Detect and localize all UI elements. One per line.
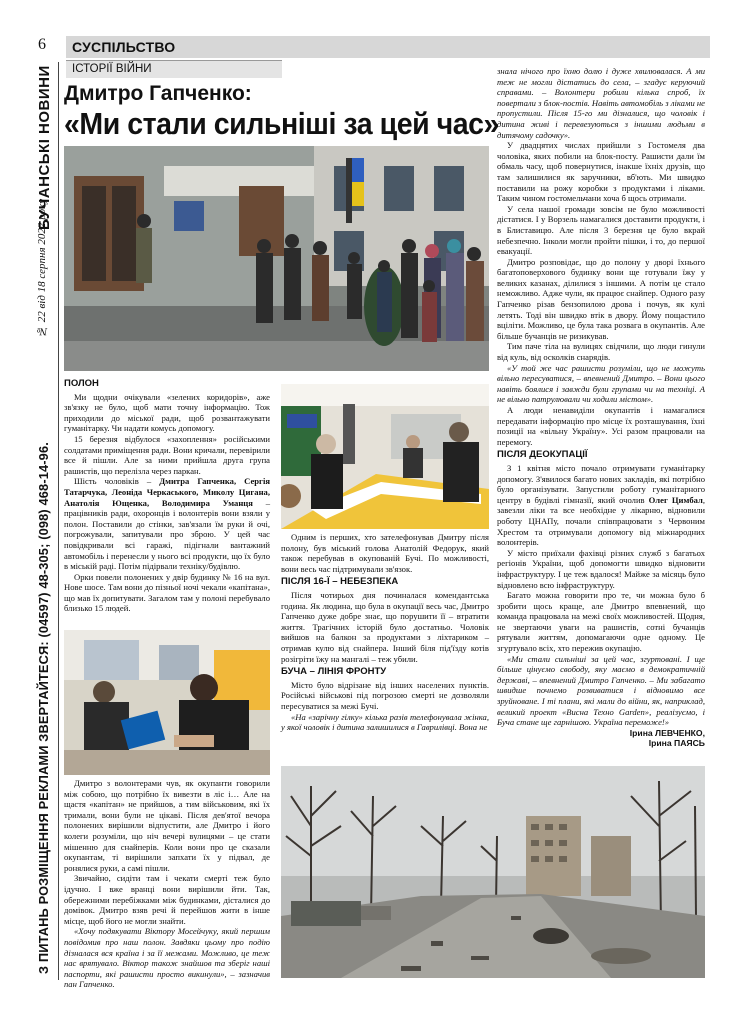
paragraph: Орки повели полонених у двір будинку № 16 на вул. Нове шосе. Там вони до пізньої ночі чекали «капітана», що мав їх допитувати. Загалом там у полоні перебувало близько 15 людей. bbox=[64, 571, 270, 614]
quote-paragraph: «Хочу подякувати Віктору Мосейчуку, який першим повідомив про наш полон. Завдяки цьому про подію дізналася вся країна і за її межами. Можливо, це теж нас врятувало. Віктор також знайшов та зберіг наші паспорти, які рашисти просто викинули», – зазначив пан Гапченко. bbox=[64, 926, 270, 990]
subheading-bucha-frontline: БУЧА – ЛІНІЯ ФРОНТУ bbox=[281, 666, 387, 678]
captives-names: Дмитра Гапченка, Сергія Татарчука, Леоніда Черкаського, Миколу Цигана, Анатолія Ющенка, Володимира Уманця bbox=[64, 476, 270, 508]
person-name: Олег Цимбал bbox=[648, 494, 703, 505]
column-3 bbox=[497, 66, 705, 764]
column-1-bottom bbox=[64, 778, 270, 990]
paragraph: Звичайно, сидіти там і чекати смерті теж було ідучно. І вже вранці вони вирішили йти. Так, обережними перебіжками між будинками, дісталися до домівок. Дмитро взяв речі й перейшов жити в інше місце, щоб його не могли знайти. bbox=[64, 873, 270, 926]
article-kicker: Дмитро Гапченко: bbox=[64, 82, 252, 105]
section-title: СУСПІЛЬСТВО bbox=[72, 39, 176, 55]
column-2 bbox=[281, 532, 489, 762]
ad-contact-banner: З ПИТАНЬ РОЗМІЩЕННЯ РЕКЛАМИ ЗВЕРТАЙТЕСЯ: (04597) 48-305; (098) 468-14-96. bbox=[36, 442, 51, 974]
issue-info: № 22 від 18 серпня 2022 року bbox=[36, 198, 48, 338]
paragraph: У місто приїхали фахівці різних служб з багатьох регіонів України, щоб допомогти швидко відновити інфраструктуру. І це теж вдалося! Майже за місяць було відновлено всю інфраструктуру. bbox=[497, 547, 705, 590]
subheading-after-16: ПІСЛЯ 16-Ї – НЕБЕЗПЕКА bbox=[281, 576, 399, 588]
rubric-label: ІСТОРІЇ ВІЙНИ bbox=[72, 63, 152, 75]
paragraph: Дмитро розповідає, що до полону у дворі їхнього багатоповерхового будинку вони ще готували їжу у великих казанах, ділилися з іншими. А потім це стало неможливо. Адже чули, як працює снайпер. Одного разу Гапченко різав бензопилою дрова і почув, як кулі летять. Тоді він швидко втік в двору. Йому пощастило вціліти. Можливо, це була така розвага в окупантів. Але більше бучанців не ризикував. bbox=[497, 256, 705, 341]
quote-paragraph: «Ми стали сильніші за цей час, згуртовані. І ще більше цінуємо свободу, яку маємо в демократичній державі, – впевнений Дмитро Гапченко. – Ми забагато швидше почнемо розвиватися і відновимо все зруйноване. І ті плани, які мали до війни, як, наприклад, великий проект «Висна Техно Garden», реалізуємо, і Буча стане ще гарнішою. Україна переможе!» bbox=[497, 653, 705, 728]
column-1-top bbox=[64, 376, 270, 626]
paragraph: Місто було відрізане від інших населених пунктів. Російські військові під погрозою смерті не дозволяли пересуватися за межі Бучі. bbox=[281, 679, 489, 711]
photo-group-outside-building bbox=[64, 146, 489, 371]
photo-destroyed-street bbox=[281, 766, 705, 978]
paragraph: 15 березня відбулося «захоплення» російськими солдатами приміщення ради. Вони кричали, перевірили все й пішли. Але за ними прийшла друга група рашистів, що перелізла через паркан. bbox=[64, 433, 270, 476]
photo-volunteers-at-table bbox=[281, 384, 489, 529]
paragraph: Одним із перших, хто зателефонував Дмитру після полону, був міський голова Анатолій Федорук, який також перебував в окупованій Бучі. По можливості, вони весь час підтримували зв'язок. bbox=[281, 532, 489, 574]
paragraph: У села нашої громади зовсім не було можливості дістатися. І у Ворзель намагалися доставити продукти, і в Блиставицю. Але після 3 березня це було вкрай небезпечно. Інколи могли пройти пішки, і то, до першої евакуації. bbox=[497, 203, 705, 257]
paragraph: Після чотирьох дня починалася комендантська година. Як людина, що була в окупації весь час, Дмитро Гапченко дуже добре знає, що порушити її – втратити життя. Трагічних історій було достатньо. Чоловік вийшов на балкон за продуктами з ліхтариком – отримав кулю від снайпера. Інший біля під'їзду котів розігріти їжу на мангалі – теж убили. bbox=[281, 589, 489, 664]
section-header bbox=[66, 36, 710, 58]
subheading-polon: ПОЛОН bbox=[64, 378, 99, 389]
author-signature-2: Ірина ПАЯСЬ bbox=[648, 738, 705, 749]
paragraph: А люди ненавиділи окупантів і намагалися передавати інформацію про місце їх розташування, їхні позиції на «вільну Україну». Усі разом працювали на перемогу. bbox=[497, 405, 705, 447]
rubric-bar bbox=[66, 60, 282, 78]
newspaper-brand: БУЧАНСЬКІ НОВИНИ bbox=[36, 65, 53, 230]
quote-paragraph: «На «зарічну гілку» кілька разів телефонувала жінка, у якої чоловік і дитина залишилися в Гаврилівці. Вона не bbox=[281, 711, 489, 733]
quote-paragraph: знала нічого про їхню долю і дуже хвилювалася. А ми теж не могли дістатись до села, – згадує керуючий справами. – Волонтери робили кілька спроб, їх повертали з блок-постів. Навіть автомобіль з ліками не пропустили. Після 15-го ми дізналися, що чоловік і дитина живі і перевезуються з іншими людьми в дитячому садочку». bbox=[497, 66, 705, 140]
side-divider bbox=[58, 62, 59, 980]
paragraph: У двадцятих числах прийшли з Гостомеля два чоловіка, яких побили на блок-посту. Рашисти дали їм обмаль часу, щоб повернутися, інакше їхніх друзів, що там залишилися як заручники, вб'ють. Ми швидко поставили на рожу коробки з продуктами і ліками. Таким чином гостомельчани хоча б щось отримали. bbox=[497, 140, 705, 204]
paragraph: Тим паче тіла на вулицях свідчили, що люди гинули від куль, від осколків снарядів. bbox=[497, 341, 705, 363]
paragraph: З 1 квітня місто почало отримувати гуманітарку допомогу. З'явилося багато нових закладів, які потрібно було організувати. Запустили роботу гуманітарного центру в будівлі гімназії, який очолив Олег Цимбал, завезли ліки та все необхідне у лікарню, відновили роботу ЦНАПу, почали співпрацювати з Червоним Хрестом та отримували допомогу від міжнародних волонтерів. bbox=[497, 462, 705, 548]
paragraph: Багато можна говорити про те, чи можна було б зробити щось краще, але Дмитро впевнений, що команда працювала на межі своїх можливостей. Щодня, не звертаючи уваги на рашистів, сотні бучанців рятували життям, допомагаючи одне одному. Це згуртувало всіх, хто пережив окупацію. bbox=[497, 590, 705, 654]
subheading-after-deoccupation: ПІСЛЯ ДЕОКУПАЦІЇ bbox=[497, 449, 588, 461]
paragraph: Дмитро з волонтерами чув, як окупанти говорили між собою, що потрібно їх вивезти в ліс і… Але на щастя «капітан» не прийшов, а тим військовим, які їх тримали, вони були не цікаві. Після дев'ятої вечора полонених вирішили відпустити, але Дмитро і його колеги розуміли, що ніч вечері вулицями – це стати мішенню для снайперів. Коли вони про це сказали окупантам, ті вирішили запхати їх у підвал, де ронялися руки, а самі пішли. bbox=[64, 778, 270, 873]
paragraph: Ми щодни очікували «зелених коридорів», аже зв'язку не було, щоб мати точну інформацію. Тож приходили до міської ради, щоб розвантажувати гуманітарку. Чи надати комусь допомогу. bbox=[64, 391, 270, 434]
author-signature-1: Ірина ЛЕВЧЕНКО, bbox=[629, 727, 705, 738]
article-headline: «Ми стали сильніші за цей час» bbox=[64, 106, 499, 141]
page-number: 6 bbox=[38, 36, 46, 53]
photo-man-with-tablet bbox=[64, 630, 270, 775]
paragraph: Шість чоловіків – Дмитра Гапченка, Сергія Татарчука, Леоніда Черкаського, Миколу Цигана, Анатолія Ющенка, Володимира Уманця – працівників ради, охоронців і волонтерів вони взяли у полон. Поставили до стінки, зав'язали їм руки й очі, погрожували, запитували про зброю. У цей час повідкривали всі гаражі, підігнали вантажний автомобіль і перенесли у нього всі продукти, що їх було в міській раді. Потім підірвали техніку/будівлю. bbox=[64, 476, 270, 572]
quote-paragraph: «У той же час рашисти розуміли, що не можуть вільно пересуватися, – впевнений Дмитро. – Вони цього навіть боялися і завжди були групами чи на техніці. А не вільно патрулювали чи ходили містом». bbox=[497, 362, 705, 405]
